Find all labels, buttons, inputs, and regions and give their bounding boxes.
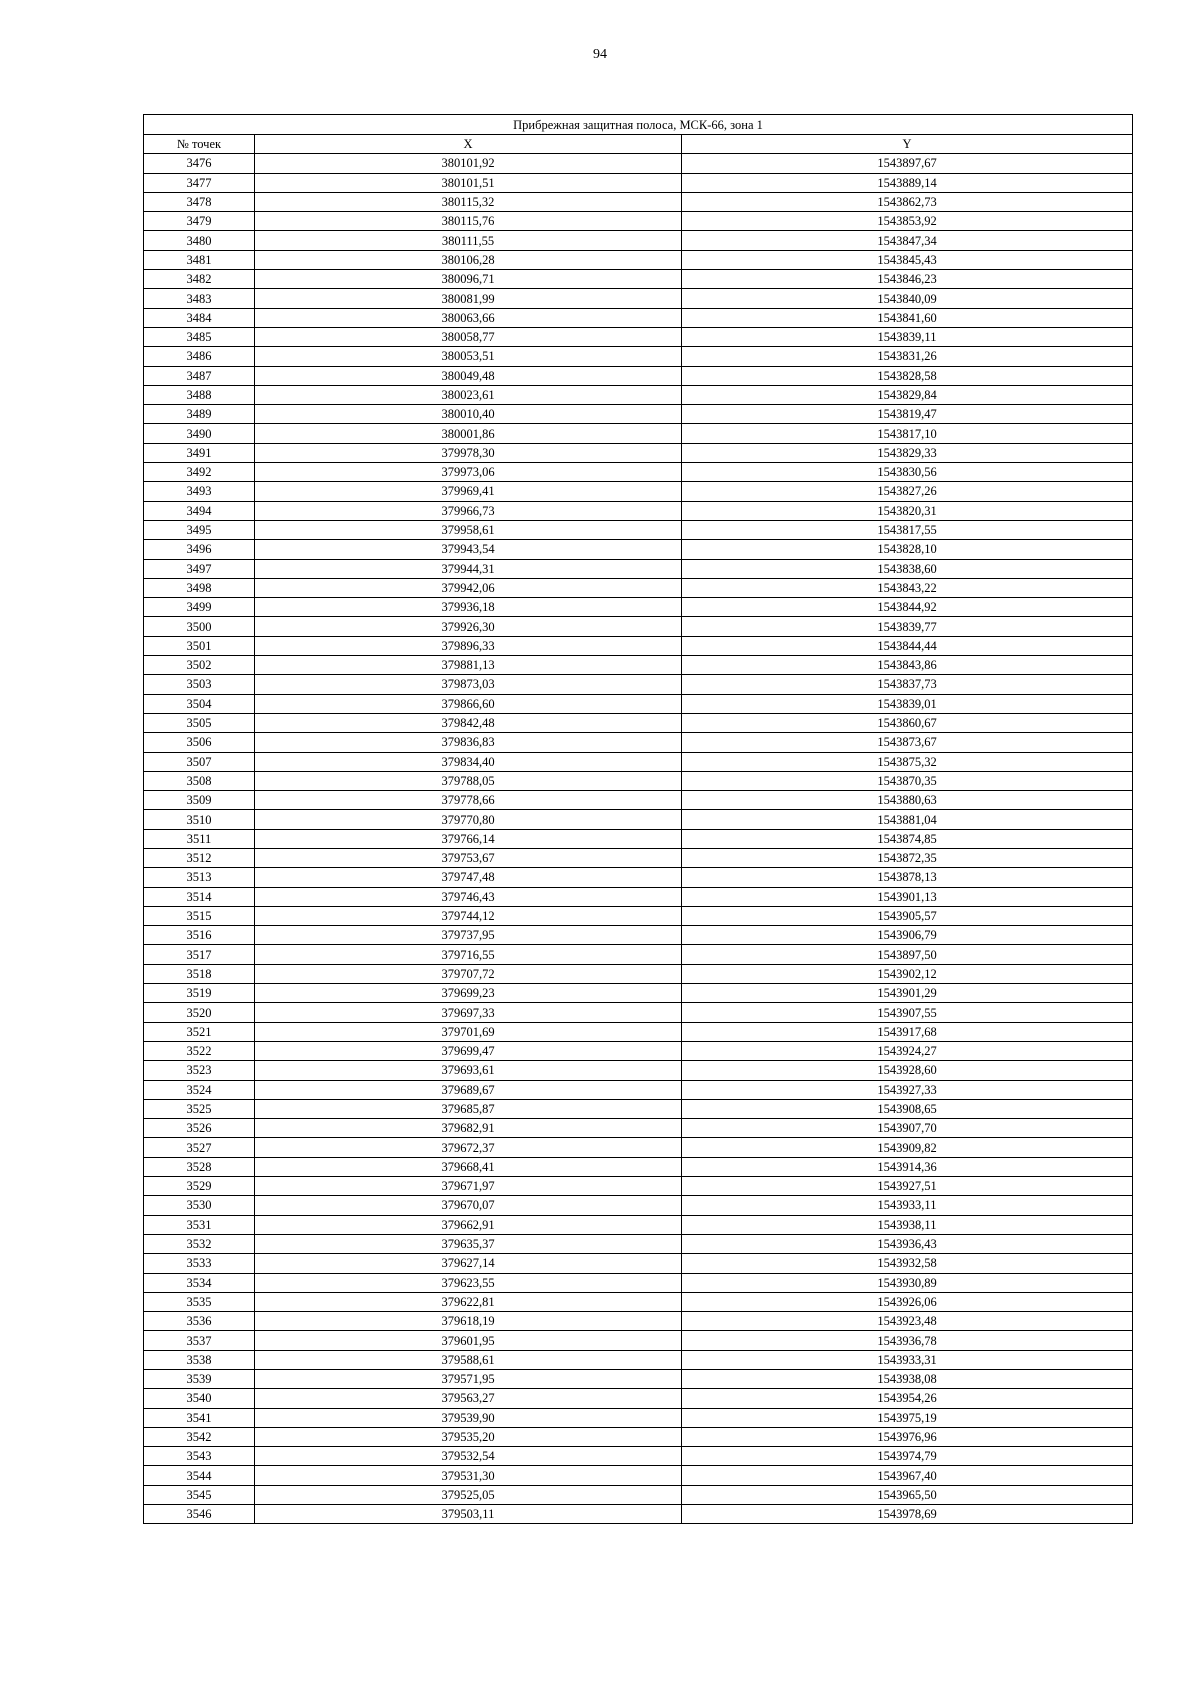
table-row: [144, 945, 1133, 964]
point-number-cell: 3515: [144, 906, 255, 925]
x-coordinate-cell: 380096,71: [255, 270, 682, 289]
x-coordinate-cell: 379670,07: [255, 1196, 682, 1215]
x-coordinate-cell: 379668,41: [255, 1157, 682, 1176]
y-coordinate-cell: 1543839,11: [682, 327, 1133, 346]
table-row: [144, 771, 1133, 790]
table-row: [144, 868, 1133, 887]
y-coordinate-cell: 1543933,11: [682, 1196, 1133, 1215]
coordinates-table: [143, 114, 1133, 1524]
y-coordinate-cell: 1543905,57: [682, 906, 1133, 925]
x-coordinate-cell: 379682,91: [255, 1119, 682, 1138]
point-number-cell: 3528: [144, 1157, 255, 1176]
point-number-cell: 3536: [144, 1312, 255, 1331]
table-row: [144, 1080, 1133, 1099]
point-number-cell: 3519: [144, 984, 255, 1003]
point-number-cell: 3476: [144, 154, 255, 173]
x-coordinate-cell: 379978,30: [255, 443, 682, 462]
table-row: [144, 1408, 1133, 1427]
point-number-cell: 3506: [144, 733, 255, 752]
table-row: [144, 1485, 1133, 1504]
point-number-cell: 3534: [144, 1273, 255, 1292]
point-number-cell: 3532: [144, 1234, 255, 1253]
y-coordinate-cell: 1543839,77: [682, 617, 1133, 636]
point-number-cell: 3545: [144, 1485, 255, 1504]
table-row: [144, 385, 1133, 404]
table-row: [144, 1389, 1133, 1408]
point-number-cell: 3490: [144, 424, 255, 443]
point-number-cell: 3496: [144, 540, 255, 559]
table-row: [144, 1061, 1133, 1080]
table-row: [144, 1196, 1133, 1215]
x-coordinate-cell: 380111,55: [255, 231, 682, 250]
point-number-cell: 3535: [144, 1292, 255, 1311]
y-coordinate-cell: 1543974,79: [682, 1447, 1133, 1466]
table-row: [144, 694, 1133, 713]
point-number-cell: 3497: [144, 559, 255, 578]
table-row: [144, 1505, 1133, 1524]
x-coordinate-cell: 379766,14: [255, 829, 682, 848]
y-coordinate-cell: 1543827,26: [682, 482, 1133, 501]
x-coordinate-cell: 379936,18: [255, 598, 682, 617]
table-row: [144, 578, 1133, 597]
table-row: [144, 347, 1133, 366]
y-coordinate-cell: 1543889,14: [682, 173, 1133, 192]
x-coordinate-cell: 379671,97: [255, 1177, 682, 1196]
x-coordinate-cell: 379836,83: [255, 733, 682, 752]
table-row: [144, 231, 1133, 250]
point-number-cell: 3512: [144, 848, 255, 867]
point-number-cell: 3482: [144, 270, 255, 289]
x-coordinate-cell: 379716,55: [255, 945, 682, 964]
table-row: [144, 1119, 1133, 1138]
y-coordinate-cell: 1543930,89: [682, 1273, 1133, 1292]
table-row: [144, 308, 1133, 327]
table-row: [144, 1331, 1133, 1350]
y-coordinate-cell: 1543897,50: [682, 945, 1133, 964]
point-number-cell: 3517: [144, 945, 255, 964]
point-number-cell: 3526: [144, 1119, 255, 1138]
x-coordinate-cell: 379753,67: [255, 848, 682, 867]
y-coordinate-cell: 1543829,33: [682, 443, 1133, 462]
point-number-cell: 3508: [144, 771, 255, 790]
point-number-cell: 3494: [144, 501, 255, 520]
y-coordinate-cell: 1543860,67: [682, 713, 1133, 732]
y-coordinate-cell: 1543926,06: [682, 1292, 1133, 1311]
y-coordinate-cell: 1543829,84: [682, 385, 1133, 404]
table-row: [144, 1022, 1133, 1041]
y-coordinate-cell: 1543830,56: [682, 463, 1133, 482]
x-coordinate-cell: 379693,61: [255, 1061, 682, 1080]
y-coordinate-cell: 1543844,92: [682, 598, 1133, 617]
y-coordinate-cell: 1543967,40: [682, 1466, 1133, 1485]
y-coordinate-cell: 1543875,32: [682, 752, 1133, 771]
y-coordinate-cell: 1543954,26: [682, 1389, 1133, 1408]
y-coordinate-cell: 1543902,12: [682, 964, 1133, 983]
table-row: [144, 1292, 1133, 1311]
table-row: [144, 212, 1133, 231]
x-coordinate-cell: 379535,20: [255, 1427, 682, 1446]
x-coordinate-cell: 379969,41: [255, 482, 682, 501]
y-coordinate-cell: 1543845,43: [682, 250, 1133, 269]
x-coordinate-cell: 379525,05: [255, 1485, 682, 1504]
y-coordinate-cell: 1543872,35: [682, 848, 1133, 867]
table-row: [144, 1234, 1133, 1253]
y-coordinate-cell: 1543880,63: [682, 791, 1133, 810]
x-coordinate-cell: 380001,86: [255, 424, 682, 443]
x-coordinate-cell: 379532,54: [255, 1447, 682, 1466]
x-coordinate-cell: 380053,51: [255, 347, 682, 366]
y-coordinate-cell: 1543936,43: [682, 1234, 1133, 1253]
y-coordinate-cell: 1543917,68: [682, 1022, 1133, 1041]
y-coordinate-cell: 1543901,29: [682, 984, 1133, 1003]
x-coordinate-cell: 379737,95: [255, 926, 682, 945]
y-coordinate-cell: 1543901,13: [682, 887, 1133, 906]
point-number-cell: 3520: [144, 1003, 255, 1022]
x-coordinate-cell: 379881,13: [255, 656, 682, 675]
x-coordinate-cell: 379563,27: [255, 1389, 682, 1408]
x-coordinate-cell: 379842,48: [255, 713, 682, 732]
y-coordinate-cell: 1543975,19: [682, 1408, 1133, 1427]
x-coordinate-cell: 379944,31: [255, 559, 682, 578]
point-number-cell: 3523: [144, 1061, 255, 1080]
point-number-cell: 3486: [144, 347, 255, 366]
x-coordinate-cell: 379747,48: [255, 868, 682, 887]
table-row: [144, 713, 1133, 732]
x-coordinate-cell: 379503,11: [255, 1505, 682, 1524]
point-number-cell: 3529: [144, 1177, 255, 1196]
table-row: [144, 424, 1133, 443]
x-coordinate-cell: 379699,23: [255, 984, 682, 1003]
x-coordinate-cell: 379588,61: [255, 1350, 682, 1369]
y-coordinate-cell: 1543907,55: [682, 1003, 1133, 1022]
y-coordinate-cell: 1543914,36: [682, 1157, 1133, 1176]
table-row: [144, 1041, 1133, 1060]
y-coordinate-cell: 1543897,67: [682, 154, 1133, 173]
x-coordinate-cell: 379689,67: [255, 1080, 682, 1099]
x-coordinate-cell: 379770,80: [255, 810, 682, 829]
x-coordinate-cell: 379701,69: [255, 1022, 682, 1041]
y-coordinate-cell: 1543978,69: [682, 1505, 1133, 1524]
table-row: [144, 327, 1133, 346]
y-coordinate-cell: 1543927,33: [682, 1080, 1133, 1099]
x-coordinate-cell: 380010,40: [255, 405, 682, 424]
point-number-cell: 3498: [144, 578, 255, 597]
x-coordinate-cell: 379943,54: [255, 540, 682, 559]
point-number-cell: 3489: [144, 405, 255, 424]
y-coordinate-cell: 1543839,01: [682, 694, 1133, 713]
column-header-x: X: [255, 135, 682, 154]
point-number-cell: 3501: [144, 636, 255, 655]
y-coordinate-cell: 1543932,58: [682, 1254, 1133, 1273]
x-coordinate-cell: 379571,95: [255, 1370, 682, 1389]
table-row: [144, 520, 1133, 539]
table-row: [144, 1099, 1133, 1118]
x-coordinate-cell: 380023,61: [255, 385, 682, 404]
table-row: [144, 617, 1133, 636]
point-number-cell: 3499: [144, 598, 255, 617]
y-coordinate-cell: 1543928,60: [682, 1061, 1133, 1080]
point-number-cell: 3488: [144, 385, 255, 404]
table-row: [144, 482, 1133, 501]
table-row: [144, 173, 1133, 192]
x-coordinate-cell: 379926,30: [255, 617, 682, 636]
table-row: [144, 752, 1133, 771]
table-row: [144, 463, 1133, 482]
x-coordinate-cell: 379973,06: [255, 463, 682, 482]
x-coordinate-cell: 380115,76: [255, 212, 682, 231]
x-coordinate-cell: 379627,14: [255, 1254, 682, 1273]
point-number-cell: 3543: [144, 1447, 255, 1466]
y-coordinate-cell: 1543873,67: [682, 733, 1133, 752]
y-coordinate-cell: 1543938,08: [682, 1370, 1133, 1389]
table-row: [144, 598, 1133, 617]
y-coordinate-cell: 1543908,65: [682, 1099, 1133, 1118]
table-row: [144, 810, 1133, 829]
point-number-cell: 3495: [144, 520, 255, 539]
x-coordinate-cell: 379699,47: [255, 1041, 682, 1060]
point-number-cell: 3479: [144, 212, 255, 231]
table-row: [144, 501, 1133, 520]
table-row: [144, 1157, 1133, 1176]
table-row: [144, 791, 1133, 810]
table-row: [144, 1254, 1133, 1273]
point-number-cell: 3539: [144, 1370, 255, 1389]
x-coordinate-cell: 379618,19: [255, 1312, 682, 1331]
x-coordinate-cell: 379685,87: [255, 1099, 682, 1118]
y-coordinate-cell: 1543819,47: [682, 405, 1133, 424]
x-coordinate-cell: 380058,77: [255, 327, 682, 346]
x-coordinate-cell: 379834,40: [255, 752, 682, 771]
table-row: [144, 1427, 1133, 1446]
y-coordinate-cell: 1543936,78: [682, 1331, 1133, 1350]
y-coordinate-cell: 1543847,34: [682, 231, 1133, 250]
x-coordinate-cell: 379672,37: [255, 1138, 682, 1157]
y-coordinate-cell: 1543909,82: [682, 1138, 1133, 1157]
point-number-cell: 3530: [144, 1196, 255, 1215]
y-coordinate-cell: 1543828,58: [682, 366, 1133, 385]
y-coordinate-cell: 1543874,85: [682, 829, 1133, 848]
y-coordinate-cell: 1543837,73: [682, 675, 1133, 694]
table-row: [144, 926, 1133, 945]
point-number-cell: 3527: [144, 1138, 255, 1157]
table-row: [144, 443, 1133, 462]
table-row: [144, 848, 1133, 867]
table-row: [144, 1215, 1133, 1234]
x-coordinate-cell: 379896,33: [255, 636, 682, 655]
table-row: [144, 1466, 1133, 1485]
table-body: [144, 154, 1133, 1524]
table-row: [144, 887, 1133, 906]
point-number-cell: 3507: [144, 752, 255, 771]
y-coordinate-cell: 1543831,26: [682, 347, 1133, 366]
table-row: [144, 1312, 1133, 1331]
table-row: [144, 270, 1133, 289]
table-row: [144, 1273, 1133, 1292]
x-coordinate-cell: 379966,73: [255, 501, 682, 520]
table-row: [144, 656, 1133, 675]
y-coordinate-cell: 1543923,48: [682, 1312, 1133, 1331]
x-coordinate-cell: 380081,99: [255, 289, 682, 308]
point-number-cell: 3487: [144, 366, 255, 385]
table-row: [144, 192, 1133, 211]
page-number: 94: [593, 47, 607, 62]
point-number-cell: 3531: [144, 1215, 255, 1234]
x-coordinate-cell: 379539,90: [255, 1408, 682, 1427]
point-number-cell: 3541: [144, 1408, 255, 1427]
table-row: [144, 250, 1133, 269]
table-row: [144, 1177, 1133, 1196]
y-coordinate-cell: 1543938,11: [682, 1215, 1133, 1234]
x-coordinate-cell: 379744,12: [255, 906, 682, 925]
table-row: [144, 675, 1133, 694]
table-row: [144, 984, 1133, 1003]
point-number-cell: 3504: [144, 694, 255, 713]
x-coordinate-cell: 379778,66: [255, 791, 682, 810]
y-coordinate-cell: 1543924,27: [682, 1041, 1133, 1060]
point-number-cell: 3483: [144, 289, 255, 308]
point-number-cell: 3477: [144, 173, 255, 192]
column-header-point-number: № точек: [144, 135, 255, 154]
x-coordinate-cell: 380049,48: [255, 366, 682, 385]
caption-row: [144, 115, 1133, 135]
x-coordinate-cell: 379873,03: [255, 675, 682, 694]
x-coordinate-cell: 379622,81: [255, 1292, 682, 1311]
x-coordinate-cell: 380115,32: [255, 192, 682, 211]
point-number-cell: 3511: [144, 829, 255, 848]
point-number-cell: 3524: [144, 1080, 255, 1099]
x-coordinate-cell: 380106,28: [255, 250, 682, 269]
point-number-cell: 3516: [144, 926, 255, 945]
x-coordinate-cell: 379662,91: [255, 1215, 682, 1234]
table-row: [144, 964, 1133, 983]
y-coordinate-cell: 1543828,10: [682, 540, 1133, 559]
table-row: [144, 540, 1133, 559]
point-number-cell: 3503: [144, 675, 255, 694]
table-row: [144, 1003, 1133, 1022]
y-coordinate-cell: 1543844,44: [682, 636, 1133, 655]
point-number-cell: 3537: [144, 1331, 255, 1350]
point-number-cell: 3518: [144, 964, 255, 983]
table-row: [144, 1447, 1133, 1466]
point-number-cell: 3485: [144, 327, 255, 346]
point-number-cell: 3478: [144, 192, 255, 211]
y-coordinate-cell: 1543838,60: [682, 559, 1133, 578]
point-number-cell: 3513: [144, 868, 255, 887]
table-row: [144, 559, 1133, 578]
y-coordinate-cell: 1543870,35: [682, 771, 1133, 790]
point-number-cell: 3542: [144, 1427, 255, 1446]
point-number-cell: 3510: [144, 810, 255, 829]
table-row: [144, 289, 1133, 308]
column-header-row: [144, 135, 1133, 154]
x-coordinate-cell: 379958,61: [255, 520, 682, 539]
point-number-cell: 3525: [144, 1099, 255, 1118]
point-number-cell: 3505: [144, 713, 255, 732]
y-coordinate-cell: 1543841,60: [682, 308, 1133, 327]
y-coordinate-cell: 1543840,09: [682, 289, 1133, 308]
x-coordinate-cell: 379707,72: [255, 964, 682, 983]
point-number-cell: 3514: [144, 887, 255, 906]
y-coordinate-cell: 1543927,51: [682, 1177, 1133, 1196]
point-number-cell: 3546: [144, 1505, 255, 1524]
point-number-cell: 3522: [144, 1041, 255, 1060]
y-coordinate-cell: 1543881,04: [682, 810, 1133, 829]
x-coordinate-cell: 379746,43: [255, 887, 682, 906]
x-coordinate-cell: 379866,60: [255, 694, 682, 713]
x-coordinate-cell: 379531,30: [255, 1466, 682, 1485]
table-caption: Прибрежная защитная полоса, МСК-66, зона 1: [144, 115, 1133, 135]
y-coordinate-cell: 1543906,79: [682, 926, 1133, 945]
y-coordinate-cell: 1543965,50: [682, 1485, 1133, 1504]
point-number-cell: 3481: [144, 250, 255, 269]
table-row: [144, 733, 1133, 752]
point-number-cell: 3502: [144, 656, 255, 675]
x-coordinate-cell: 380101,92: [255, 154, 682, 173]
y-coordinate-cell: 1543817,10: [682, 424, 1133, 443]
x-coordinate-cell: 379697,33: [255, 1003, 682, 1022]
y-coordinate-cell: 1543843,22: [682, 578, 1133, 597]
y-coordinate-cell: 1543817,55: [682, 520, 1133, 539]
table-header: [144, 115, 1133, 154]
table-row: [144, 366, 1133, 385]
point-number-cell: 3533: [144, 1254, 255, 1273]
x-coordinate-cell: 380101,51: [255, 173, 682, 192]
point-number-cell: 3491: [144, 443, 255, 462]
point-number-cell: 3492: [144, 463, 255, 482]
x-coordinate-cell: 379635,37: [255, 1234, 682, 1253]
point-number-cell: 3480: [144, 231, 255, 250]
point-number-cell: 3521: [144, 1022, 255, 1041]
point-number-cell: 3500: [144, 617, 255, 636]
point-number-cell: 3484: [144, 308, 255, 327]
x-coordinate-cell: 379788,05: [255, 771, 682, 790]
y-coordinate-cell: 1543907,70: [682, 1119, 1133, 1138]
point-number-cell: 3538: [144, 1350, 255, 1369]
table-row: [144, 906, 1133, 925]
y-coordinate-cell: 1543878,13: [682, 868, 1133, 887]
table-row: [144, 1138, 1133, 1157]
table-row: [144, 154, 1133, 173]
x-coordinate-cell: 379942,06: [255, 578, 682, 597]
y-coordinate-cell: 1543862,73: [682, 192, 1133, 211]
y-coordinate-cell: 1543976,96: [682, 1427, 1133, 1446]
x-coordinate-cell: 379623,55: [255, 1273, 682, 1292]
x-coordinate-cell: 379601,95: [255, 1331, 682, 1350]
table-row: [144, 636, 1133, 655]
y-coordinate-cell: 1543820,31: [682, 501, 1133, 520]
table-row: [144, 1350, 1133, 1369]
table-row: [144, 1370, 1133, 1389]
table-row: [144, 405, 1133, 424]
point-number-cell: 3540: [144, 1389, 255, 1408]
column-header-y: Y: [682, 135, 1133, 154]
y-coordinate-cell: 1543846,23: [682, 270, 1133, 289]
x-coordinate-cell: 380063,66: [255, 308, 682, 327]
point-number-cell: 3509: [144, 791, 255, 810]
y-coordinate-cell: 1543843,86: [682, 656, 1133, 675]
y-coordinate-cell: 1543933,31: [682, 1350, 1133, 1369]
table-row: [144, 829, 1133, 848]
point-number-cell: 3544: [144, 1466, 255, 1485]
point-number-cell: 3493: [144, 482, 255, 501]
y-coordinate-cell: 1543853,92: [682, 212, 1133, 231]
